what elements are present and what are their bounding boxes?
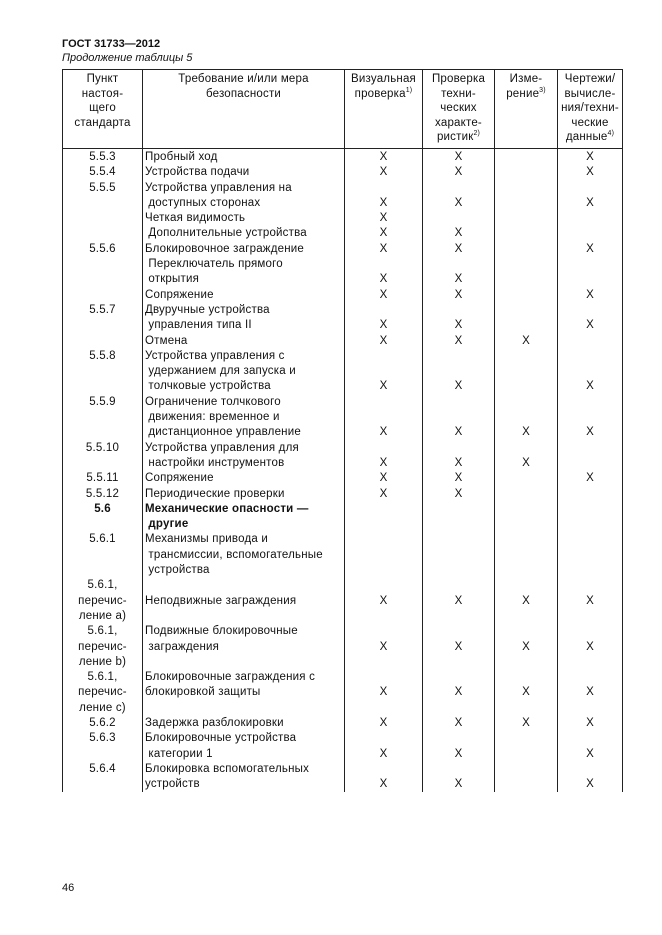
- drawings-mark: [558, 502, 623, 533]
- header-line: данные: [565, 131, 608, 143]
- tech-check-mark: X: [423, 624, 495, 670]
- requirement-line: Блокировочное заграждение: [145, 242, 304, 255]
- clause-number: [63, 288, 143, 303]
- table-row: [63, 502, 623, 533]
- requirement-text: [143, 487, 345, 502]
- clause-line: перечис-: [78, 594, 127, 607]
- clause-line: 5.6.2: [89, 716, 116, 729]
- requirement-line: Устройства управления для: [145, 441, 299, 454]
- tech-check-mark: X: [423, 395, 495, 441]
- requirement-text: [143, 471, 345, 486]
- visual-check-mark: X: [345, 395, 423, 441]
- requirement-line: Механизмы привода и: [145, 533, 268, 546]
- visual-check-mark: [345, 532, 423, 578]
- table-body: [63, 149, 623, 793]
- requirement-line: Пробный ход: [145, 151, 218, 163]
- table-row: [63, 441, 623, 472]
- clause-line: 5.6.1,: [87, 579, 118, 592]
- clause-number: [63, 242, 143, 257]
- measurement-mark: X: [495, 716, 558, 731]
- tech-check-mark: X: [423, 762, 495, 793]
- table-row: [63, 532, 623, 578]
- clause-line: 5.5.11: [86, 472, 119, 485]
- measurement-mark: X: [495, 578, 558, 624]
- requirement-text: [143, 303, 345, 334]
- footnote-ref: 3): [539, 86, 546, 94]
- visual-check-mark: X: [345, 165, 423, 180]
- drawings-mark: X: [558, 670, 623, 716]
- clause-number: [63, 532, 143, 578]
- measurement-mark: [495, 181, 558, 212]
- header-line: вычисле-: [564, 87, 616, 100]
- drawings-mark: X: [558, 303, 623, 334]
- tech-check-mark: X: [423, 334, 495, 349]
- clause-line: 5.6.4: [89, 762, 116, 775]
- requirement-text: [143, 211, 345, 226]
- header-drawings: [558, 70, 623, 149]
- requirement-text: [143, 257, 345, 288]
- standard-number: ГОСТ 31733—2012: [62, 38, 161, 50]
- table-row: [63, 670, 623, 716]
- requirement-text: [143, 762, 345, 793]
- drawings-mark: [558, 532, 623, 578]
- table-row: [63, 487, 623, 502]
- table-row: [63, 288, 623, 303]
- tech-check-mark: X: [423, 471, 495, 486]
- clause-number: [63, 502, 143, 533]
- table-row: [63, 731, 623, 762]
- tech-check-mark: [423, 502, 495, 533]
- drawings-mark: [558, 226, 623, 241]
- clause-line: ление a): [78, 609, 127, 622]
- tech-check-mark: X: [423, 441, 495, 472]
- table-row: [63, 165, 623, 180]
- tech-check-mark: X: [423, 731, 495, 762]
- header-line: техни-: [441, 87, 476, 100]
- requirement-text: [143, 731, 345, 762]
- clause-number: [63, 441, 143, 472]
- clause-number: [63, 471, 143, 486]
- requirement-line: Сопряжение: [145, 288, 214, 301]
- requirement-text: [143, 334, 345, 349]
- requirement-line: Четкая видимость: [145, 212, 246, 225]
- header-line: Чертежи/: [564, 73, 616, 85]
- header-measurement: [495, 70, 558, 149]
- clause-number: [63, 226, 143, 241]
- measurement-mark: X: [495, 624, 558, 670]
- requirement-text: [143, 624, 345, 670]
- table-row: [63, 716, 623, 731]
- header-line: рение: [506, 87, 540, 100]
- visual-check-mark: X: [345, 624, 423, 670]
- measurement-mark: [495, 471, 558, 486]
- clause-number: [63, 303, 143, 334]
- requirement-line: Сопряжение: [145, 472, 214, 485]
- header-tech-check: [423, 70, 495, 149]
- requirement-line: Ограничение толчкового: [145, 395, 281, 408]
- drawings-mark: [558, 334, 623, 349]
- requirement-text: [143, 441, 345, 472]
- table-row: [63, 349, 623, 395]
- clause-number: [63, 762, 143, 793]
- requirement-line: Подвижные блокировочные: [145, 625, 298, 638]
- visual-check-mark: X: [345, 762, 423, 793]
- visual-check-mark: X: [345, 670, 423, 716]
- visual-check-mark: X: [345, 731, 423, 762]
- requirement-text: [143, 242, 345, 257]
- table-continuation-caption: Продолжение таблицы 5: [62, 52, 193, 64]
- table-row: [63, 226, 623, 241]
- drawings-mark: X: [558, 242, 623, 257]
- drawings-mark: X: [558, 149, 623, 166]
- clause-line: ление c): [79, 701, 126, 714]
- requirement-line: другие: [145, 518, 189, 531]
- requirement-text: [143, 181, 345, 212]
- requirement-line: устройства: [145, 564, 210, 577]
- header-line: стандарта: [74, 116, 131, 129]
- clause-line: 5.5.3: [89, 151, 116, 163]
- requirement-line: устройств: [145, 778, 200, 791]
- drawings-mark: X: [558, 165, 623, 180]
- tech-check-mark: X: [423, 578, 495, 624]
- drawings-mark: X: [558, 349, 623, 395]
- requirement-line: Механические опасности —: [145, 502, 309, 515]
- drawings-mark: X: [558, 288, 623, 303]
- measurement-mark: X: [495, 334, 558, 349]
- measurement-mark: [495, 149, 558, 166]
- drawings-mark: X: [558, 624, 623, 670]
- header-line: Пункт: [86, 73, 119, 85]
- header-requirement: [143, 70, 345, 149]
- clause-line: 5.6.1,: [87, 625, 118, 638]
- visual-check-mark: X: [345, 487, 423, 502]
- visual-check-mark: X: [345, 334, 423, 349]
- header-line: настоя-: [81, 87, 124, 100]
- measurement-mark: [495, 303, 558, 334]
- requirement-line: Дополнительные устройства: [145, 227, 307, 240]
- header-line: Проверка: [431, 73, 486, 85]
- requirement-line: открытия: [145, 273, 200, 286]
- footnote-ref: 1): [405, 86, 413, 94]
- measurement-mark: [495, 257, 558, 288]
- requirements-table: [62, 69, 623, 792]
- visual-check-mark: [345, 502, 423, 533]
- requirement-text: [143, 349, 345, 395]
- clause-number: [63, 211, 143, 226]
- clause-number: [63, 487, 143, 502]
- measurement-mark: [495, 762, 558, 793]
- requirement-text: [143, 226, 345, 241]
- requirement-line: дистанционное управление: [145, 426, 301, 439]
- clause-number: [63, 257, 143, 288]
- tech-check-mark: [423, 211, 495, 226]
- visual-check-mark: X: [345, 211, 423, 226]
- tech-check-mark: X: [423, 716, 495, 731]
- requirement-line: Устройства управления на: [145, 181, 292, 194]
- table-row: [63, 395, 623, 441]
- requirement-line: категории 1: [145, 747, 213, 760]
- clause-line: 5.5.12: [85, 487, 120, 500]
- tech-check-mark: X: [423, 165, 495, 180]
- visual-check-mark: X: [345, 716, 423, 731]
- visual-check-mark: X: [345, 471, 423, 486]
- tech-check-mark: X: [423, 349, 495, 395]
- header-line: Изме-: [509, 73, 543, 85]
- header-line: Требование и/или мера: [178, 73, 309, 85]
- requirement-line: управления типа II: [145, 319, 252, 332]
- clause-number: [63, 624, 143, 670]
- tech-check-mark: X: [423, 303, 495, 334]
- header-visual-check: [345, 70, 423, 149]
- visual-check-mark: X: [345, 288, 423, 303]
- requirement-line: Переключатель прямого: [145, 258, 283, 271]
- page-number: 46: [62, 882, 75, 894]
- requirement-text: [143, 288, 345, 303]
- drawings-mark: X: [558, 395, 623, 441]
- visual-check-mark: X: [345, 149, 423, 166]
- drawings-mark: X: [558, 731, 623, 762]
- visual-check-mark: X: [345, 226, 423, 241]
- measurement-mark: [495, 349, 558, 395]
- clause-number: [63, 165, 143, 180]
- drawings-mark: X: [558, 762, 623, 793]
- visual-check-mark: X: [345, 303, 423, 334]
- table-row: [63, 471, 623, 486]
- requirement-text: [143, 149, 345, 166]
- visual-check-mark: X: [345, 181, 423, 212]
- requirement-line: Блокировка вспомогательных: [145, 762, 310, 775]
- measurement-mark: X: [495, 441, 558, 472]
- measurement-mark: [495, 731, 558, 762]
- requirement-line: Блокировочные устройства: [145, 732, 297, 745]
- clause-line: 5.6.3: [89, 732, 116, 745]
- table-row: [63, 211, 623, 226]
- clause-number: [63, 578, 143, 624]
- clause-line: 5.5.9: [89, 395, 116, 408]
- header-line: проверка: [354, 87, 406, 100]
- visual-check-mark: X: [345, 349, 423, 395]
- table-row: [63, 242, 623, 257]
- clause-number: [63, 181, 143, 212]
- requirement-line: Отмена: [145, 334, 188, 347]
- visual-check-mark: X: [345, 441, 423, 472]
- measurement-mark: [495, 242, 558, 257]
- clause-line: 5.5.8: [89, 349, 116, 362]
- table-row: [63, 578, 623, 624]
- requirement-text: [143, 578, 345, 624]
- visual-check-mark: X: [345, 257, 423, 288]
- drawings-mark: [558, 211, 623, 226]
- tech-check-mark: X: [423, 242, 495, 257]
- clause-line: перечис-: [78, 686, 127, 699]
- footnote-ref: 2): [473, 130, 481, 138]
- header-line: ристик: [436, 131, 474, 143]
- tech-check-mark: X: [423, 670, 495, 716]
- table-row: [63, 149, 623, 166]
- clause-line: 5.6.1: [89, 533, 116, 546]
- clause-number: [63, 731, 143, 762]
- requirement-line: Устройства управления с: [145, 349, 285, 362]
- clause-line: 5.5.5: [89, 181, 116, 194]
- requirement-line: Периодические проверки: [145, 487, 285, 500]
- table-header-row: [63, 70, 623, 149]
- clause-number: [63, 149, 143, 166]
- clause-line: 5.5.10: [85, 441, 120, 454]
- requirement-line: движения: временное и: [145, 411, 280, 424]
- drawings-mark: X: [558, 181, 623, 212]
- header-line: Визуальная: [351, 73, 416, 85]
- visual-check-mark: X: [345, 242, 423, 257]
- clause-line: 5.6.1,: [87, 671, 118, 684]
- drawings-mark: [558, 487, 623, 502]
- requirement-line: Задержка разблокировки: [145, 716, 284, 729]
- header-point: [63, 70, 143, 149]
- clause-line: 5.5.7: [89, 303, 116, 316]
- drawings-mark: X: [558, 578, 623, 624]
- header-line: ческих: [440, 102, 477, 114]
- clause-line: перечис-: [78, 640, 127, 653]
- measurement-mark: [495, 532, 558, 578]
- footnote-ref: 4): [607, 130, 615, 138]
- tech-check-mark: X: [423, 487, 495, 502]
- drawings-mark: X: [558, 471, 623, 486]
- clause-line: 5.6: [94, 502, 111, 515]
- table-row: [63, 303, 623, 334]
- tech-check-mark: X: [423, 181, 495, 212]
- header-line: щего: [89, 102, 116, 114]
- requirement-line: настройки инструментов: [145, 456, 285, 469]
- measurement-mark: X: [495, 670, 558, 716]
- measurement-mark: X: [495, 395, 558, 441]
- requirement-text: [143, 670, 345, 716]
- requirement-line: Блокировочные заграждения с: [145, 671, 316, 684]
- requirement-text: [143, 165, 345, 180]
- table-row: [63, 762, 623, 793]
- table-row: [63, 624, 623, 670]
- header-line: безопасности: [205, 87, 282, 100]
- requirement-text: [143, 395, 345, 441]
- drawings-mark: [558, 441, 623, 472]
- header-line: характе-: [435, 116, 482, 129]
- tech-check-mark: [423, 532, 495, 578]
- tech-check-mark: X: [423, 149, 495, 166]
- tech-check-mark: X: [423, 257, 495, 288]
- requirement-line: удержанием для запуска и: [145, 365, 296, 378]
- clause-number: [63, 670, 143, 716]
- tech-check-mark: X: [423, 226, 495, 241]
- tech-check-mark: X: [423, 288, 495, 303]
- requirement-text: [143, 532, 345, 578]
- measurement-mark: [495, 502, 558, 533]
- clause-number: [63, 349, 143, 395]
- drawings-mark: X: [558, 716, 623, 731]
- clause-line: 5.5.4: [89, 166, 116, 179]
- measurement-mark: [495, 288, 558, 303]
- measurement-mark: [495, 211, 558, 226]
- table-row: [63, 257, 623, 288]
- requirement-line: трансмиссии, вспомогательные: [145, 548, 323, 561]
- requirement-line: доступных сторонах: [145, 196, 261, 209]
- measurement-mark: [495, 487, 558, 502]
- clause-line: 5.5.6: [89, 242, 116, 255]
- visual-check-mark: X: [345, 578, 423, 624]
- table-row: [63, 334, 623, 349]
- clause-number: [63, 716, 143, 731]
- table-row: [63, 181, 623, 212]
- requirement-text: [143, 716, 345, 731]
- drawings-mark: [558, 257, 623, 288]
- measurement-mark: [495, 226, 558, 241]
- requirement-line: Двуручные устройства: [145, 303, 270, 316]
- measurement-mark: [495, 165, 558, 180]
- requirement-line: блокировкой защиты: [145, 686, 261, 699]
- clause-line: ление b): [78, 655, 127, 668]
- requirement-line: заграждения: [145, 640, 220, 653]
- clause-number: [63, 395, 143, 441]
- header-line: ния/техни-: [561, 102, 619, 114]
- requirement-text: [143, 502, 345, 533]
- requirement-line: Неподвижные заграждения: [145, 594, 297, 607]
- header-line: ческие: [571, 116, 609, 129]
- requirement-line: толчковые устройства: [145, 380, 271, 393]
- requirement-line: Устройства подачи: [145, 166, 250, 179]
- clause-number: [63, 334, 143, 349]
